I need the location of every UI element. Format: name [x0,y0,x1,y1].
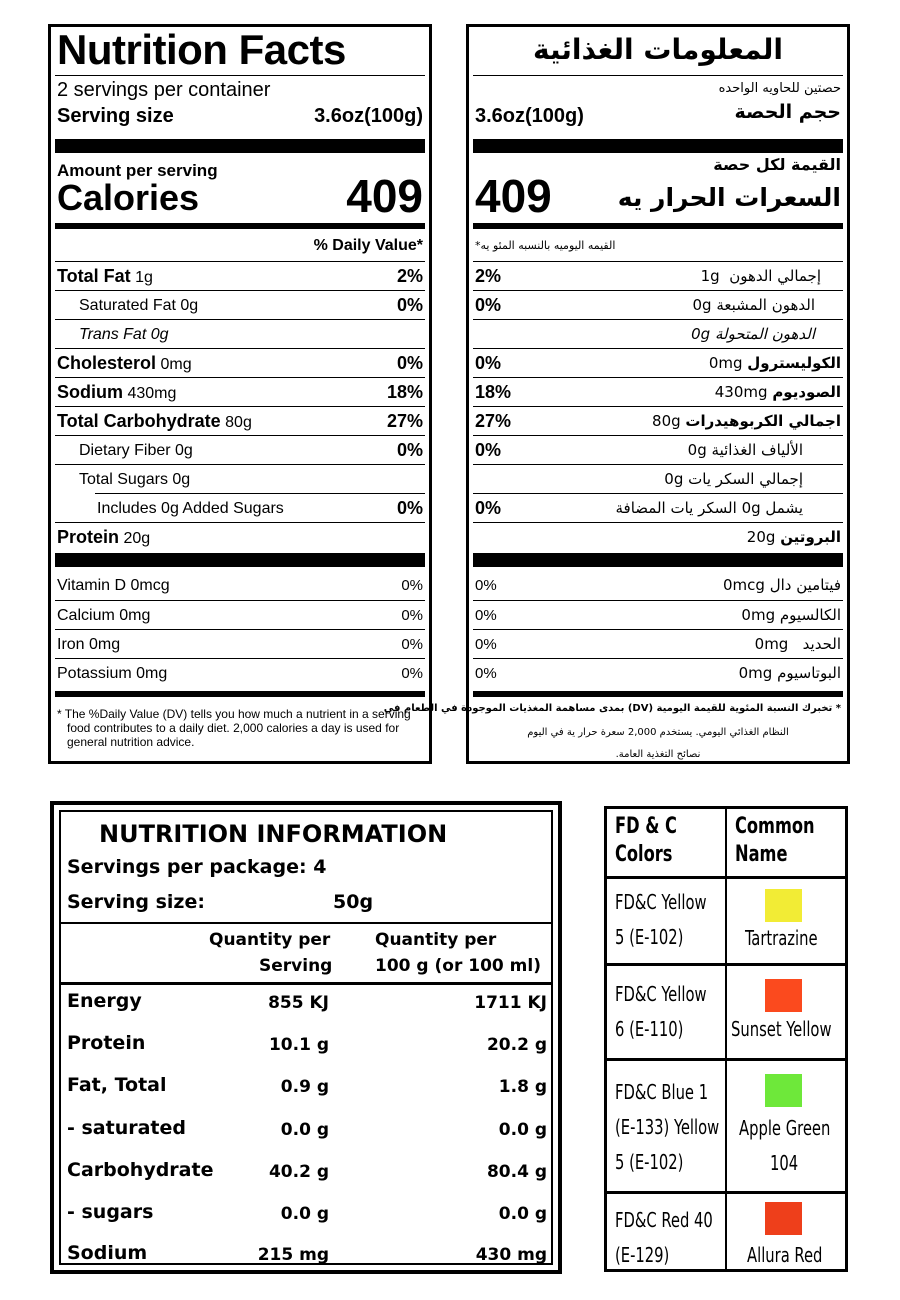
nutrient-row-total-carbohydrate [55,406,425,436]
nutrient-dv: 0% [475,498,502,518]
divider [61,982,551,985]
panel-content [383,27,843,761]
nutrient-row-trans-fat [473,319,843,349]
row-name: Fat, Total [67,1074,167,1096]
row-name: - saturated [67,1117,187,1139]
nutrient-dv: 2% [475,266,502,286]
nutrient-name: يشمل 0g السكر يات المضافة [615,499,803,517]
vitamin-name: الكالسيوم [779,606,841,624]
nutrient-amount: 80g [652,412,681,430]
serving-size-label: Serving size: [67,891,205,913]
common-name: Apple Green [739,1116,831,1140]
row-name: Carbohydrate [67,1159,214,1181]
common-name: Tartrazine [745,926,818,950]
table-title: NUTRITION INFORMATION [99,820,448,848]
header-fdc-line-2: Colors [615,842,673,867]
nutrient-dv: 0% [475,295,502,315]
nutrient-name: الدهون المتحولة [714,325,815,343]
nutrient-dv: 0% [396,498,423,518]
nutrient-row-protein [55,522,425,552]
divider [473,75,843,76]
vitamin-amount: 0mg [738,664,773,682]
amount-per-serving: Amount per serving [57,161,218,180]
color-code-line: (E-133) Yellow [615,1115,720,1139]
medium-divider [473,691,843,697]
nutrient-amount: 80g [225,414,252,431]
vitamin-dv: 0% [475,577,497,594]
fdc-colors-table [604,806,848,1272]
row-name: Protein [67,1032,146,1054]
footnote-line-2: النظام الغذائي اليومي. يستخدم 2,000 سعرة حرار ية في اليوم [527,727,789,738]
col-header-per-100-line-1: Quantity per [375,930,497,950]
nutrient-name: Protein [57,527,120,547]
daily-value-header: القيمه اليوميه بالنسبه المئو يه* [475,239,616,252]
vitamin-name: Potassium 0mg [57,665,168,682]
calories-value: 409 [475,170,552,222]
common-name: Allura Red [747,1243,823,1267]
panel-content [55,27,425,761]
nutrient-name: الدهون المشبعة [716,296,815,314]
vitamin-name: فيتامين دال [769,576,841,594]
nutrient-amount: 0g [691,325,711,343]
footnote-line-1: * تخبرك النسبة المئوية للقيمة اليومية (DV) بمدى مساهمة المغذيات الموجودة في الطعام في [383,703,841,714]
row-per-100: 0.0 g [498,1120,547,1140]
nutrient-dv: 18% [386,382,423,402]
nutrient-dv: 0% [396,295,423,315]
calories-label: Calories [57,177,200,218]
col-header-per-serving-line-2: Serving [259,956,333,976]
row-per-100: 1.8 g [498,1077,547,1097]
nutrient-name: Dietary Fiber 0g [79,442,193,459]
row-per-100: 0.0 g [498,1204,547,1224]
servings-per-package: Servings per package: 4 [67,856,327,878]
footnote-line-3: نصائح التغذية العامة. [615,749,701,760]
row-per-100: 1711 KJ [474,993,547,1013]
nutrient-row-total-sugars [55,464,425,494]
nutrient-name: Cholesterol [57,353,157,373]
nutrient-amount: 0g [687,441,707,459]
nutrient-name: البروتين [780,528,841,546]
nutrient-name: Total Carbohydrate [57,411,221,431]
col-header-per-serving-line-1: Quantity per [209,930,331,950]
vitamin-row [473,571,843,600]
nutrient-name: إجمالي السكر يات [688,470,803,488]
color-swatch [765,1074,802,1107]
row-per-serving: 0.9 g [280,1077,329,1097]
divider [61,922,551,924]
nutrient-row-total-carbohydrate [473,406,843,436]
medium-divider [55,223,425,229]
vitamin-row [473,629,843,659]
vitamin-dv: 0% [401,665,423,682]
vitamin-name: Iron 0mg [57,636,121,653]
color-code-line: 5 (E-102) [615,1150,684,1174]
row-per-100: 20.2 g [486,1035,547,1055]
thick-divider [473,139,843,153]
nutrient-dv: 0% [475,353,502,373]
vitamin-dv: 0% [475,665,497,682]
nutrient-name: Sodium [57,382,123,402]
nutrient-dv: 27% [475,411,512,431]
servings-per-container: 2 servings per container [57,79,271,101]
nutrient-row-cholesterol [473,348,843,378]
col-header-per-100-line-2: 100 g (or 100 ml) [375,956,541,976]
vitamin-dv: 0% [475,607,497,624]
color-swatch [765,889,802,922]
nutrient-name: الصوديوم [772,383,841,401]
nutrient-row-protein [473,522,843,552]
nutrient-dv: 2% [396,266,423,286]
row-divider [607,1191,845,1194]
vitamin-row [55,629,425,659]
vitamin-name: Vitamin D 0mcg [57,577,170,594]
nutrient-name: Total Sugars 0g [79,471,191,488]
row-per-serving: 855 KJ [268,993,329,1013]
nutrient-name: Total Fat [57,266,131,286]
vitamin-amount: 0mg [741,606,776,624]
vitamin-dv: 0% [475,636,497,653]
medium-divider [55,691,425,697]
vitamin-row [55,571,425,600]
footnote: * The %Daily Value (DV) tells you how much a nutrient in a serving food contributes to a daily diet. 2,000 calories a day is used for general nutrition advice. [57,707,411,749]
color-swatch [765,979,802,1012]
row-per-serving: 215 mg [257,1245,329,1265]
nutrient-dv: 0% [475,440,502,460]
nutrient-amount: 0g [692,296,712,314]
serving-size-value: 3.6oz(100g) [475,105,584,127]
color-code-line: 5 (E-102) [615,925,684,949]
nutrient-row-added-sugars [95,493,425,523]
nutrient-row-added-sugars [473,493,843,523]
row-divider [607,876,845,879]
thick-divider [55,139,425,153]
nutrient-amount: 0mg [708,354,743,372]
row-per-serving: 0.0 g [280,1120,329,1140]
color-code-line: FD&C Blue 1 [615,1080,709,1104]
vitamin-name: البوتاسيوم [777,664,841,682]
nutrient-name: Includes 0g Added Sugars [97,500,284,517]
header-fdc-line-1: FD & C [615,814,677,839]
vitamin-dv: 0% [401,636,423,653]
vitamin-name: الحديد [802,635,841,653]
nutrient-row-sodium [55,377,425,407]
row-name: Sodium [67,1242,148,1264]
nutrient-row-total-fat [473,261,843,291]
nutrient-name: اجمالي الكربوهيدرات [685,412,841,430]
serving-size-value: 50g [333,891,374,913]
row-per-100: 80.4 g [486,1162,547,1182]
thick-divider [55,553,425,567]
nutrient-row-dietary-fiber [473,435,843,465]
common-name: Sunset Yellow [731,1017,832,1041]
nutrient-name: Saturated Fat 0g [79,297,199,314]
row-per-100: 430 mg [475,1245,547,1265]
thick-divider [473,553,843,567]
nutrient-dv: 0% [396,353,423,373]
serving-size-value: 3.6oz(100g) [314,105,423,127]
medium-divider [473,223,843,229]
row-divider [607,963,845,966]
nutrient-row-total-sugars [473,464,843,494]
nutrient-dv: 27% [386,411,423,431]
nutrient-row-saturated-fat [55,290,425,320]
nutrient-row-dietary-fiber [55,435,425,465]
nutrition-information-table [50,801,562,1274]
common-name: 104 [770,1151,799,1175]
row-name: - sugars [67,1201,154,1223]
calories-value: 409 [346,170,423,222]
nutrient-name: الكوليسترول [747,354,841,372]
nutrient-amount: 0mg [160,356,192,373]
vitamin-row [473,600,843,630]
color-code-line: (E-129) [615,1243,670,1267]
color-code-line: FD&C Yellow [615,982,707,1006]
color-code-line: FD&C Red 40 [615,1208,713,1232]
vitamin-row [55,600,425,630]
nutrient-row-cholesterol [55,348,425,378]
calories-label: السعرات الحرار يه [617,183,841,212]
nutrient-amount: 0g [664,470,684,488]
daily-value-header: % Daily Value* [313,237,423,254]
nutrition-facts-panel-arabic [383,24,850,764]
vitamin-row [473,658,843,688]
table-inner [59,810,553,1265]
nutrient-name: إجمالي الدهون [729,267,821,285]
vitamin-dv: 0% [401,607,423,624]
nutrient-dv: 0% [396,440,423,460]
servings-per-container: حصتين للحاويه الواحده [718,81,841,96]
nutrient-name: Trans Fat 0g [79,326,169,343]
serving-size-label: Serving size [57,105,174,127]
color-swatch [765,1202,802,1235]
nutrient-name: الألياف الغذائية [711,441,803,459]
row-name: Energy [67,990,142,1012]
color-code-line: 6 (E-110) [615,1017,684,1041]
nutrient-row-saturated-fat [473,290,843,320]
vitamin-amount: 0mcg [722,576,765,594]
vitamin-amount: 0mg [754,635,789,653]
nutrient-amount: 20g [123,530,151,547]
vitamin-name: Calcium 0mg [57,607,151,624]
row-divider [607,1058,845,1061]
panel-title: Nutrition Facts [57,26,346,73]
divider [55,75,425,76]
nutrient-amount: 1g [135,269,153,286]
color-code-line: FD&C Yellow [615,890,707,914]
vitamin-dv: 0% [401,577,423,594]
header-common-line-1: Common [735,814,815,839]
nutrient-amount: 430mg [714,383,768,401]
serving-size-label: حجم الحصة [734,101,841,123]
row-per-serving: 10.1 g [268,1035,329,1055]
header-common-line-2: Name [735,842,788,867]
row-per-serving: 0.0 g [280,1204,329,1224]
vitamin-row [55,658,425,688]
nutrient-row-total-fat [55,261,425,291]
panel-title: المعلومات الغذائية [532,33,784,66]
nutrition-facts-panel-english [48,24,432,764]
nutrient-amount: 1g [700,267,720,285]
row-per-serving: 40.2 g [268,1162,329,1182]
nutrient-dv: 18% [475,382,512,402]
nutrient-row-trans-fat [55,319,425,349]
amount-per-serving: القيمة لكل حصة [713,155,841,174]
nutrient-amount: 20g [746,528,776,546]
nutrient-row-sodium [473,377,843,407]
nutrient-amount: 430mg [127,385,177,402]
